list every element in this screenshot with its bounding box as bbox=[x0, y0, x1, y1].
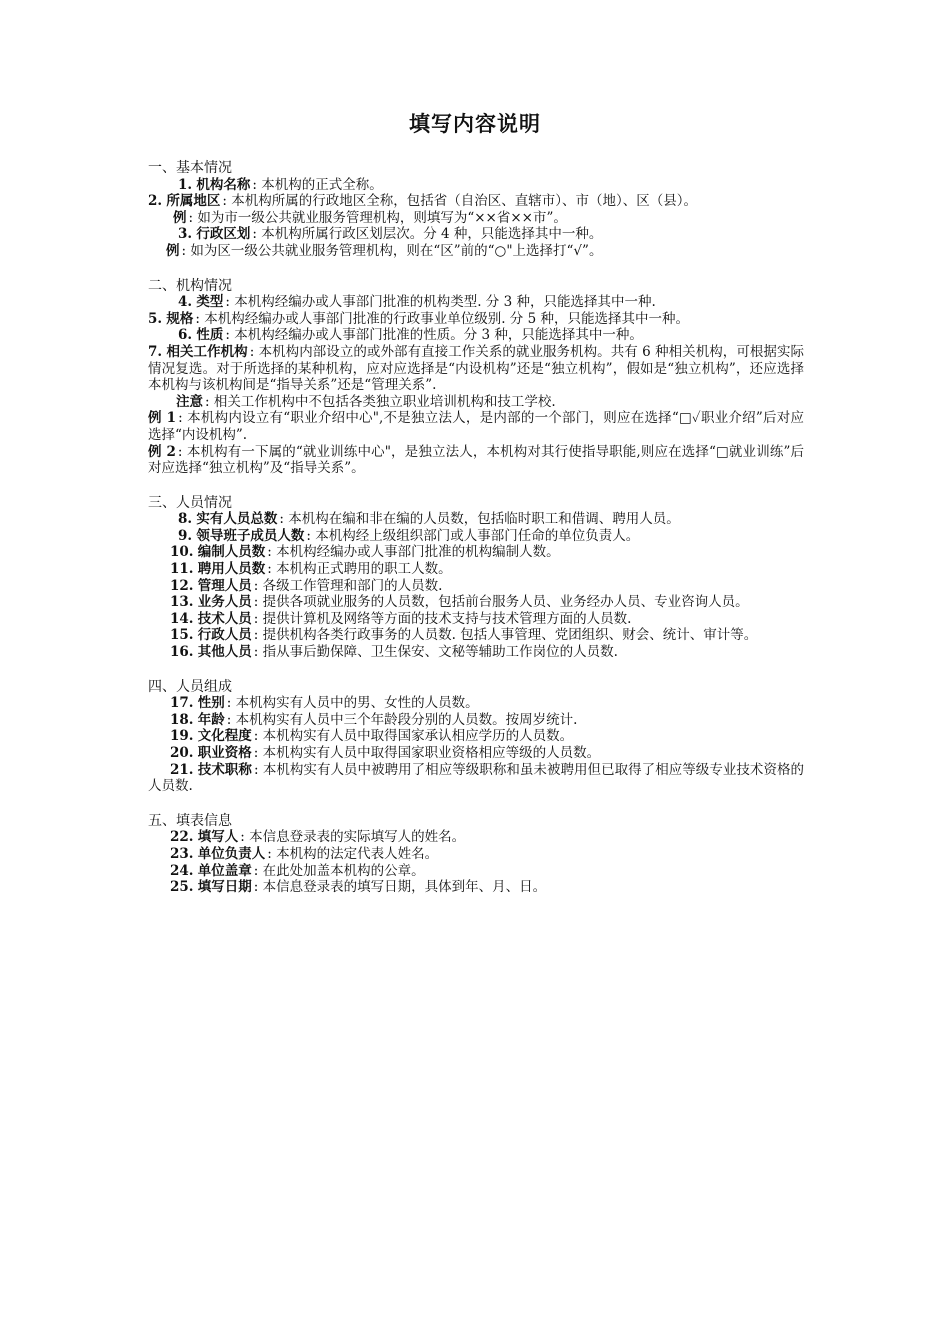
section-institution-info bbox=[148, 278, 804, 477]
item-number: 21. bbox=[170, 761, 194, 778]
item-number: 10. bbox=[170, 544, 194, 561]
item-text: : 本机构经编办或人事部门批准的性质。分 3 种，只能选择其中一种。 bbox=[225, 327, 643, 344]
item-text: : 本机构经编办或人事部门批准的机构类型. 分 3 种，只能选择其中一种. bbox=[225, 294, 656, 311]
item-number: 18. bbox=[170, 711, 194, 728]
item-text: : 指从事后勤保障、卫生保安、文秘等辅助工作岗位的人员数. bbox=[253, 644, 618, 661]
item-text: : 本机构实有人员中取得国家承认相应学历的人员数。 bbox=[253, 728, 574, 745]
section-staff-composition bbox=[148, 679, 804, 795]
item-number: 17. bbox=[170, 695, 194, 712]
list-item bbox=[148, 578, 804, 595]
section-heading: 一、基本情况 bbox=[148, 160, 232, 176]
item-term: 管理人员 bbox=[197, 577, 252, 594]
item-term: 性别 bbox=[197, 695, 225, 712]
item-number: 7. bbox=[148, 343, 163, 360]
item-term: 年龄 bbox=[197, 711, 225, 728]
item-number: 2. bbox=[148, 193, 163, 210]
list-item bbox=[148, 695, 804, 712]
section-heading: 二、机构情况 bbox=[148, 277, 232, 294]
item-number: 3. bbox=[178, 226, 193, 243]
item-term: 性质 bbox=[196, 327, 224, 344]
item-text: : 各级工作管理和部门的人员数. bbox=[253, 577, 443, 594]
list-item bbox=[148, 511, 804, 528]
item-number: 5. bbox=[148, 310, 163, 327]
item-text: : 本机构实有人员中的男、女性的人员数。 bbox=[226, 695, 479, 712]
item-text: : 本机构在编和非在编的人员数，包括临时职工和借调、聘用人员。 bbox=[279, 511, 680, 528]
item-number: 4. bbox=[178, 294, 193, 311]
item-term: 领导班子成员人数 bbox=[196, 527, 305, 544]
item-text: : 本机构所属行政区划层次。分 4 种，只能选择其中一种。 bbox=[252, 226, 603, 243]
item-term: 单位盖章 bbox=[197, 862, 252, 879]
list-item bbox=[148, 193, 804, 210]
item-text: : 本机构的法定代表人姓名。 bbox=[267, 845, 439, 862]
item-term: 单位负责人 bbox=[197, 845, 266, 862]
list-item bbox=[148, 762, 804, 795]
list-item bbox=[148, 177, 804, 194]
item-text: : 如为区一级公共就业服务管理机构，则在“区”前的“○"上选择打“√”。 bbox=[181, 242, 603, 259]
list-item bbox=[148, 226, 804, 243]
item-text: : 本机构内设立有“职业介绍中心",不是独立法人，是内部的一个部门，则应在选择“□✓职业介绍”后对应选择“内设机构”. bbox=[148, 410, 804, 443]
item-term: 相关工作机构 bbox=[166, 343, 248, 360]
item-number: 16. bbox=[170, 644, 194, 661]
list-item bbox=[148, 210, 804, 227]
item-term: 例 1 bbox=[148, 410, 177, 427]
list-item bbox=[148, 879, 804, 896]
list-item bbox=[148, 745, 804, 762]
item-text: : 如为市一级公共就业服务管理机构，则填写为“××省××市”。 bbox=[188, 209, 567, 226]
item-text: : 提供机构各类行政事务的人员数. 包括人事管理、党团组织、财会、统计、审计等。 bbox=[253, 627, 758, 644]
list-item bbox=[148, 611, 804, 628]
item-term: 填写人 bbox=[197, 829, 239, 846]
item-text: : 本机构经上级组织部门或人事部门任命的单位负责人。 bbox=[306, 527, 640, 544]
item-text: : 在此处加盖本机构的公章。 bbox=[253, 862, 425, 879]
list-item bbox=[148, 561, 804, 578]
item-term: 机构名称 bbox=[196, 176, 251, 193]
section-heading: 三、人员情况 bbox=[148, 494, 232, 511]
item-term: 所属地区 bbox=[166, 193, 221, 210]
item-term: 编制人员数 bbox=[197, 544, 266, 561]
item-number: 8. bbox=[178, 511, 193, 528]
item-number: 6. bbox=[178, 327, 193, 344]
item-number: 12. bbox=[170, 577, 194, 594]
list-item bbox=[148, 644, 804, 661]
item-term: 技术人员 bbox=[197, 610, 252, 627]
item-term: 例 bbox=[166, 242, 180, 259]
list-item bbox=[148, 728, 804, 745]
item-text: : 本信息登录表的实际填写人的姓名。 bbox=[240, 829, 466, 846]
item-text: : 本机构的正式全称。 bbox=[252, 176, 383, 193]
item-text: : 本机构经编办或人事部门批准的行政事业单位级别. 分 5 种，只能选择其中一种。 bbox=[195, 310, 689, 327]
list-item bbox=[148, 444, 804, 477]
item-term: 业务人员 bbox=[197, 594, 252, 611]
section-basic-info bbox=[148, 160, 804, 260]
list-item bbox=[148, 294, 804, 311]
item-term: 填写日期 bbox=[197, 879, 252, 896]
item-text: : 本机构正式聘用的职工人数。 bbox=[267, 561, 452, 578]
item-number: 22. bbox=[170, 829, 194, 846]
item-text: : 本机构经编办或人事部门批准的机构编制人数。 bbox=[267, 544, 560, 561]
document-body bbox=[148, 160, 804, 914]
list-item bbox=[148, 829, 804, 846]
item-term: 职业资格 bbox=[197, 745, 252, 761]
list-item bbox=[148, 243, 804, 260]
item-number: 19. bbox=[170, 728, 194, 745]
item-term: 例 bbox=[173, 209, 187, 226]
section-heading: 四、人员组成 bbox=[148, 678, 232, 695]
item-text: : 提供计算机及网络等方面的技术支持与技术管理方面的人员数. bbox=[253, 610, 632, 627]
list-item bbox=[148, 627, 804, 644]
item-text: : 本机构实有人员中三个年龄段分别的人员数。按周岁统计. bbox=[226, 711, 578, 728]
item-text: : 本机构内部设立的或外部有直接工作关系的就业服务机构。共有 6 种相关机构，可根据实际情况复选。对于所选择的某种机构，应对应选择是“内设机构”还是“独立机构”，假如是“独立机构”，还应选择本机构与该机构间是“指导关系”还是“管理关系”. bbox=[148, 343, 805, 394]
item-term: 技术职称 bbox=[197, 761, 252, 778]
list-item bbox=[148, 863, 804, 880]
list-item bbox=[148, 594, 804, 611]
item-number: 20. bbox=[170, 745, 194, 761]
item-number: 9. bbox=[178, 527, 193, 544]
section-staff-info bbox=[148, 495, 804, 661]
item-text: : 相关工作机构中不包括各类独立职业培训机构和技工学校. bbox=[205, 393, 556, 410]
item-term: 文化程度 bbox=[197, 728, 252, 745]
item-term: 实有人员总数 bbox=[196, 511, 278, 528]
item-term: 行政人员 bbox=[197, 627, 252, 644]
item-text: : 本机构所属的行政地区全称，包括省（自治区、直辖市）、市（地）、区（县）。 bbox=[222, 193, 697, 210]
item-term: 聘用人员数 bbox=[197, 561, 266, 578]
list-item bbox=[148, 344, 804, 394]
item-term: 行政区划 bbox=[196, 226, 251, 243]
item-term: 注意 bbox=[176, 393, 203, 410]
list-item bbox=[148, 544, 804, 561]
item-text: : 本机构实有人员中被聘用了相应等级职称和虽未被聘用但已取得了相应等级专业技术资格的人员数. bbox=[148, 761, 804, 795]
item-number: 11. bbox=[170, 561, 194, 578]
list-item bbox=[148, 712, 804, 729]
section-form-info bbox=[148, 813, 804, 896]
item-term: 其他人员 bbox=[197, 644, 252, 661]
item-number: 1. bbox=[178, 176, 193, 193]
item-term: 例 2 bbox=[148, 443, 176, 460]
item-number: 25. bbox=[170, 879, 194, 896]
section-heading: 五、填表信息 bbox=[148, 812, 232, 829]
list-item bbox=[148, 410, 804, 443]
list-item bbox=[148, 394, 804, 411]
item-text: : 本机构实有人员中取得国家职业资格相应等级的人员数。 bbox=[253, 745, 601, 761]
item-number: 24. bbox=[170, 862, 194, 879]
item-term: 规格 bbox=[166, 310, 194, 327]
list-item bbox=[148, 311, 804, 328]
item-text: : 本机构有一下属的“就业训练中心"，是独立法人，本机构对其行使指导职能,则应在选择“□就业训练”后对应选择“独立机构”及“指导关系”。 bbox=[148, 443, 804, 477]
item-text: : 提供各项就业服务的人员数，包括前台服务人员、业务经办人员、专业咨询人员。 bbox=[253, 594, 749, 611]
list-item bbox=[148, 846, 804, 863]
item-number: 13. bbox=[170, 594, 194, 611]
list-item bbox=[148, 327, 804, 344]
item-number: 23. bbox=[170, 845, 194, 862]
item-number: 15. bbox=[170, 627, 194, 644]
document-title: 填写内容说明 bbox=[409, 111, 541, 136]
list-item bbox=[148, 528, 804, 545]
item-number: 14. bbox=[170, 610, 194, 627]
item-term: 类型 bbox=[196, 294, 224, 311]
item-text: : 本信息登录表的填写日期，具体到年、月、日。 bbox=[253, 879, 547, 896]
